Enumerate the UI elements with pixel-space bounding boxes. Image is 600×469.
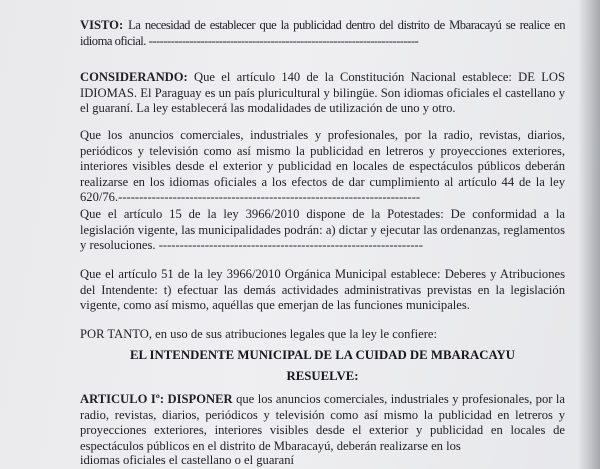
anuncios-paragraph: Que los anuncios comerciales, industriales y profesionales, por la radio, revistas, diarios, periódicos y televisión como así mismo la publicidad en letreros y proyecciones exteriores, interiores visibles desde el exterior y publicidad en locales de espectáculos públicos deberán realizarse en los idiomas oficiales a los efectos de dar cumplimiento al artículo 44 de la ley 620/76.------------------------------------------------------------------------ xyxy=(80,128,565,205)
por-tanto-paragraph: POR TANTO, en uso de sus atribuciones legales que la ley le confiere: xyxy=(80,327,438,341)
considerando-text: Que el artículo 140 de la Constitución Nacional establece: DE LOS IDIOMAS. El Paraguay es un país pluricultural y bilingüe. Son idiomas oficiales el castellano y el guaraní. La ley establecerá las modalidades de utilización de uno y otro. xyxy=(80,70,566,116)
considerando-paragraph xyxy=(80,70,565,117)
visto-label: VISTO: xyxy=(80,18,124,32)
visto-paragraph xyxy=(80,18,565,49)
organica-municipal-paragraph: Que el artículo 51 de la ley 3966/2010 Orgánica Municipal establece: Deberes y Atribuciones del Intendente: t) efectuar las demás actividades administrativas previstas en la legislación vigente, como así mismo, aquéllas que emerjan de las funciones municipales. xyxy=(80,267,565,313)
articulo-1-last-line: idiomas oficiales el castellano o el guaraní xyxy=(80,453,295,467)
ley-3966-paragraph: Que el artículo 15 de la ley 3966/2010 dispone de la Potestades: De conformidad a la legislación vigente, las municipalidades podrán: a) dictar y ejecutar las ordenanzas, reglamentos y resoluciones. --------------------------------------------------------------- xyxy=(80,207,565,253)
considerando-label: CONSIDERANDO: xyxy=(80,70,188,84)
page-edge-shadow xyxy=(578,0,600,469)
visto-text: La necesidad de establecer que la publicidad dentro del distrito de Mbaracayú se realice en idioma oficial. ------------------------------------------------------------------------- xyxy=(80,18,565,48)
resuelve-heading: RESUELVE: xyxy=(286,369,359,383)
articulo-1-label: ARTICULO Iº: DISPONER xyxy=(80,392,233,406)
articulo-1-text: que los anuncios comerciales, industriales y profesionales, por la radio, revistas, diarios, periódicos y televisión como así mismo la publicidad en letreros y proyecciones exteriores, interiores visibles desde el exterior y publicidad en locales de espectáculos públicos en el distrito de Mbaracayú, deberán realizarse en los xyxy=(80,392,565,453)
articulo-1-paragraph xyxy=(80,392,565,454)
intendente-heading: EL INTENDENTE MUNICIPAL DE LA CUIDAD DE MBARACAYU xyxy=(129,348,516,362)
